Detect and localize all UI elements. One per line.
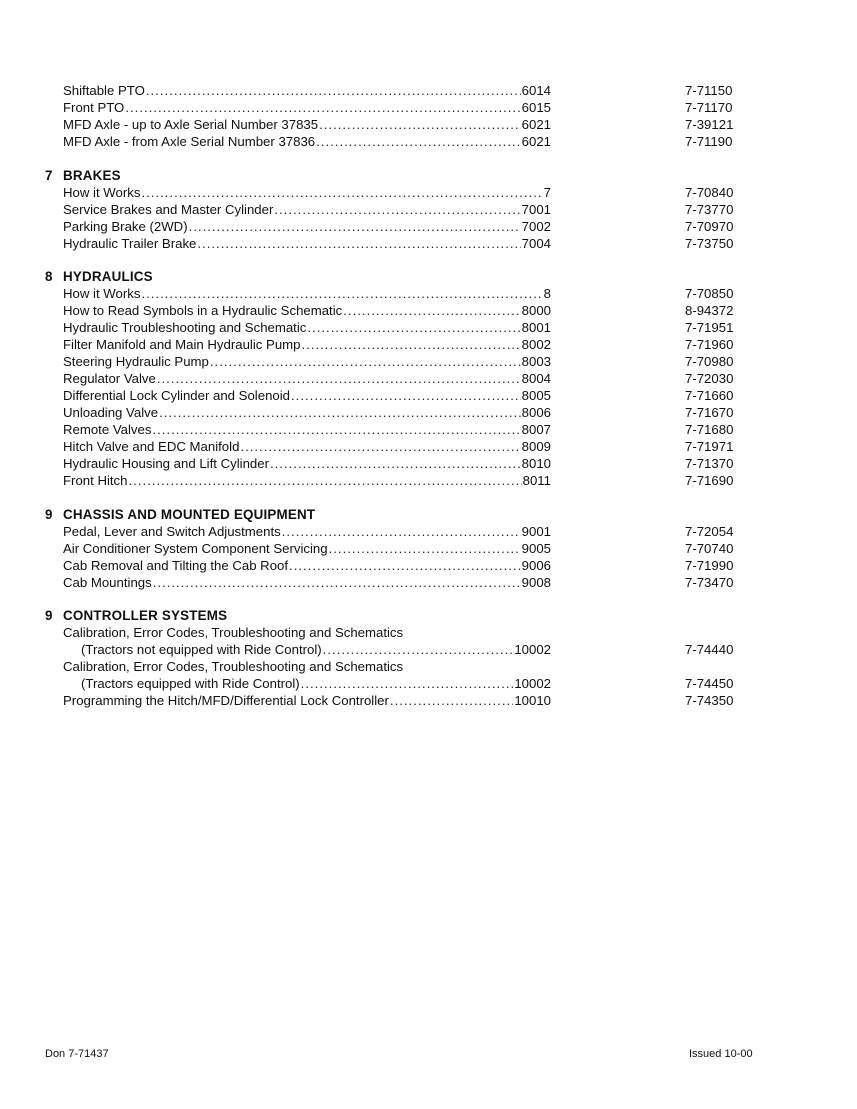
toc-entry xyxy=(0,455,857,472)
entry-line xyxy=(63,353,551,370)
entry-line xyxy=(63,658,551,675)
toc-entry xyxy=(0,557,857,574)
dot-leader xyxy=(159,404,521,421)
form-number: 7-71680 xyxy=(685,422,734,437)
entry-line xyxy=(63,523,551,540)
toc-entry xyxy=(0,438,857,455)
toc-entry xyxy=(0,201,857,218)
dot-leader xyxy=(210,353,521,370)
toc-entry xyxy=(0,285,857,302)
entry-line xyxy=(63,438,551,455)
dot-leader xyxy=(390,692,513,709)
entry-line xyxy=(63,235,551,252)
document-number: Don 7-71437 xyxy=(45,1048,109,1060)
entry-title: Pedal, Lever and Switch Adjustments xyxy=(63,523,281,539)
section-page-number: 8 xyxy=(543,286,551,301)
entry-line xyxy=(63,133,551,150)
section-page-number: 8006 xyxy=(521,405,551,420)
entry-title: Remote Valves xyxy=(63,422,152,437)
section-page-number: 6021 xyxy=(521,134,551,149)
section-page-number: 6021 xyxy=(521,117,551,132)
table-of-contents xyxy=(0,82,857,726)
section-page-number: 8009 xyxy=(521,439,551,454)
toc-entry xyxy=(0,82,857,99)
section-page-number: 7002 xyxy=(521,218,551,234)
toc-entry xyxy=(0,235,857,252)
entry-title: MFD Axle - from Axle Serial Number 37836 xyxy=(63,134,316,149)
toc-entry xyxy=(0,540,857,557)
dot-leader xyxy=(141,285,542,302)
entry-line xyxy=(63,116,551,133)
entry-line xyxy=(63,421,551,438)
section-title: CHASSIS AND MOUNTED EQUIPMENT xyxy=(63,506,316,522)
section-heading xyxy=(0,268,857,285)
entry-line xyxy=(63,99,551,116)
toc-entry xyxy=(0,574,857,591)
dot-leader xyxy=(323,641,514,658)
form-number: 7-70840 xyxy=(685,184,734,200)
form-number: 7-71690 xyxy=(685,473,734,488)
toc-entry xyxy=(0,184,857,201)
form-number: 7-71960 xyxy=(685,337,734,352)
section-title: HYDRAULICS xyxy=(63,269,153,284)
form-number: 7-71190 xyxy=(685,134,733,149)
form-number: 7-71660 xyxy=(685,388,734,403)
section-page-number: 8004 xyxy=(521,371,551,386)
entry-line xyxy=(63,574,551,591)
section-page-number: 8010 xyxy=(521,456,551,471)
form-number: 7-73470 xyxy=(685,574,734,590)
dot-leader xyxy=(343,302,520,319)
toc-entry xyxy=(0,336,857,353)
dot-leader xyxy=(157,370,521,387)
form-number: 7-73750 xyxy=(685,235,734,251)
form-number: 7-70980 xyxy=(685,354,734,369)
toc-entry xyxy=(0,319,857,336)
dot-leader xyxy=(329,540,521,557)
section-page-number: 6015 xyxy=(521,100,551,115)
section-page-number: 8002 xyxy=(521,337,551,352)
section-page-number: 8005 xyxy=(521,388,551,403)
dot-leader xyxy=(291,387,521,404)
entry-title: Air Conditioner System Component Servicing xyxy=(63,540,328,556)
form-number: 7-74350 xyxy=(685,693,734,708)
entry-title: Regulator Valve xyxy=(63,371,156,386)
entry-title: Calibration, Error Codes, Troubleshooting and Schematics xyxy=(63,659,404,674)
entry-title: Calibration, Error Codes, Troubleshooting and Schematics xyxy=(63,625,404,640)
entry-title: Hydraulic Trailer Brake xyxy=(63,235,197,251)
dot-leader xyxy=(146,82,521,99)
toc-section xyxy=(0,167,857,252)
toc-entry xyxy=(0,218,857,235)
entry-title: Programming the Hitch/MFD/Differential Lock Controller xyxy=(63,693,389,708)
entry-line xyxy=(63,319,551,336)
dot-leader xyxy=(240,438,520,455)
toc-entry xyxy=(0,472,857,489)
toc-entry xyxy=(0,133,857,150)
entry-title: How it Works xyxy=(63,286,141,301)
section-page-number: 8001 xyxy=(521,320,551,335)
entry-title: Cab Removal and Tilting the Cab Roof xyxy=(63,557,289,573)
dot-leader xyxy=(316,133,521,150)
section-page-number: 7001 xyxy=(521,201,551,217)
section-page-number: 9005 xyxy=(521,540,551,556)
section-page-number: 8011 xyxy=(522,473,551,488)
toc-entry xyxy=(0,302,857,319)
entry-title: Service Brakes and Master Cylinder xyxy=(63,201,274,217)
entry-title: Filter Manifold and Main Hydraulic Pump xyxy=(63,337,301,352)
section-page-number: 10002 xyxy=(514,642,551,657)
dot-leader xyxy=(141,184,542,201)
entry-line xyxy=(63,624,551,641)
section-page-number: 8003 xyxy=(521,354,551,369)
entry-line xyxy=(63,302,551,319)
section-page-number: 9006 xyxy=(521,557,551,573)
section-page-number: 8007 xyxy=(521,422,551,437)
section-page-number: 9001 xyxy=(521,523,551,539)
entry-line xyxy=(63,336,551,353)
entry-title: (Tractors equipped with Ride Control) xyxy=(81,676,300,691)
form-number: 7-71670 xyxy=(685,405,734,420)
entry-line xyxy=(81,675,551,692)
toc-section xyxy=(0,268,857,489)
form-number: 7-74440 xyxy=(685,642,734,657)
section-title: CONTROLLER SYSTEMS xyxy=(63,608,228,623)
entry-line xyxy=(63,540,551,557)
entry-line xyxy=(63,184,551,201)
dot-leader xyxy=(282,523,521,540)
entry-line xyxy=(63,472,551,489)
entry-title: MFD Axle - up to Axle Serial Number 37835 xyxy=(63,117,319,132)
dot-leader xyxy=(301,336,520,353)
form-number: 7-70970 xyxy=(685,218,734,234)
section-page-number: 10010 xyxy=(514,693,551,708)
toc-entry xyxy=(0,353,857,370)
section-number: 9 xyxy=(45,608,53,623)
entry-title: Unloading Valve xyxy=(63,405,159,420)
dot-leader xyxy=(153,574,521,591)
form-number: 7-71170 xyxy=(685,100,733,115)
section-page-number: 6014 xyxy=(521,83,551,98)
section-page-number: 8000 xyxy=(521,303,551,318)
form-number: 7-70740 xyxy=(685,540,734,556)
form-number: 7-70850 xyxy=(685,286,734,301)
entry-line xyxy=(63,404,551,421)
section-page-number: 7004 xyxy=(521,235,551,251)
section-heading xyxy=(0,607,857,624)
dot-leader xyxy=(289,557,521,574)
toc-entry xyxy=(0,116,857,133)
entry-title: Differential Lock Cylinder and Solenoid xyxy=(63,388,291,403)
entry-line xyxy=(63,692,551,709)
dot-leader xyxy=(270,455,521,472)
form-number: 7-71150 xyxy=(685,83,733,98)
toc-entry xyxy=(0,404,857,421)
dot-leader xyxy=(189,218,521,235)
section-number: 8 xyxy=(45,269,53,284)
toc-entry xyxy=(0,692,857,709)
entry-title: Front PTO xyxy=(63,100,125,115)
form-number: 7-74450 xyxy=(685,676,734,691)
toc-section xyxy=(0,506,857,591)
entry-line xyxy=(63,370,551,387)
toc-section xyxy=(0,607,857,709)
entry-title: Hitch Valve and EDC Manifold xyxy=(63,439,240,454)
section-number: 9 xyxy=(45,506,53,522)
toc-entry xyxy=(0,99,857,116)
dot-leader xyxy=(307,319,520,336)
form-number: 8-94372 xyxy=(685,303,734,318)
entry-title: Front Hitch xyxy=(63,473,128,488)
toc-entry xyxy=(0,523,857,540)
section-heading xyxy=(0,167,857,184)
dot-leader xyxy=(125,99,520,116)
toc-entry xyxy=(0,370,857,387)
toc-entry xyxy=(0,624,857,641)
form-number: 7-71951 xyxy=(685,320,734,335)
section-page-number: 9008 xyxy=(521,574,551,590)
entry-line xyxy=(63,387,551,404)
entry-line xyxy=(63,285,551,302)
entry-line xyxy=(81,641,551,658)
dot-leader xyxy=(274,201,520,218)
entry-line xyxy=(63,82,551,99)
dot-leader xyxy=(319,116,521,133)
entry-line xyxy=(63,218,551,235)
toc-entry xyxy=(0,641,857,658)
form-number: 7-71971 xyxy=(685,439,734,454)
section-heading xyxy=(0,506,857,523)
section-title: BRAKES xyxy=(63,167,121,183)
section-number: 7 xyxy=(45,167,53,183)
dot-leader xyxy=(152,421,520,438)
toc-entry xyxy=(0,387,857,404)
dot-leader xyxy=(129,472,522,489)
entry-line xyxy=(63,455,551,472)
entry-title: Parking Brake (2WD) xyxy=(63,218,188,234)
dot-leader xyxy=(197,235,520,252)
entry-title: (Tractors not equipped with Ride Control) xyxy=(81,642,322,657)
section-page-number: 10002 xyxy=(514,676,551,691)
toc-section xyxy=(0,82,857,150)
entry-title: How it Works xyxy=(63,184,141,200)
toc-entry xyxy=(0,675,857,692)
toc-entry xyxy=(0,421,857,438)
entry-title: Cab Mountings xyxy=(63,574,152,590)
entry-title: Steering Hydraulic Pump xyxy=(63,354,209,369)
entry-title: How to Read Symbols in a Hydraulic Schematic xyxy=(63,303,343,318)
issue-date: Issued 10-00 xyxy=(689,1048,753,1060)
section-page-number: 7 xyxy=(543,184,551,200)
form-number: 7-71370 xyxy=(685,456,734,471)
form-number: 7-72054 xyxy=(685,523,734,539)
entry-title: Hydraulic Troubleshooting and Schematic xyxy=(63,320,307,335)
form-number: 7-71990 xyxy=(685,557,734,573)
form-number: 7-72030 xyxy=(685,371,734,386)
toc-entry xyxy=(0,658,857,675)
entry-line xyxy=(63,201,551,218)
entry-line xyxy=(63,557,551,574)
entry-title: Hydraulic Housing and Lift Cylinder xyxy=(63,456,269,471)
form-number: 7-73770 xyxy=(685,201,734,217)
form-number: 7-39121 xyxy=(685,117,734,132)
entry-title: Shiftable PTO xyxy=(63,83,145,98)
dot-leader xyxy=(301,675,514,692)
